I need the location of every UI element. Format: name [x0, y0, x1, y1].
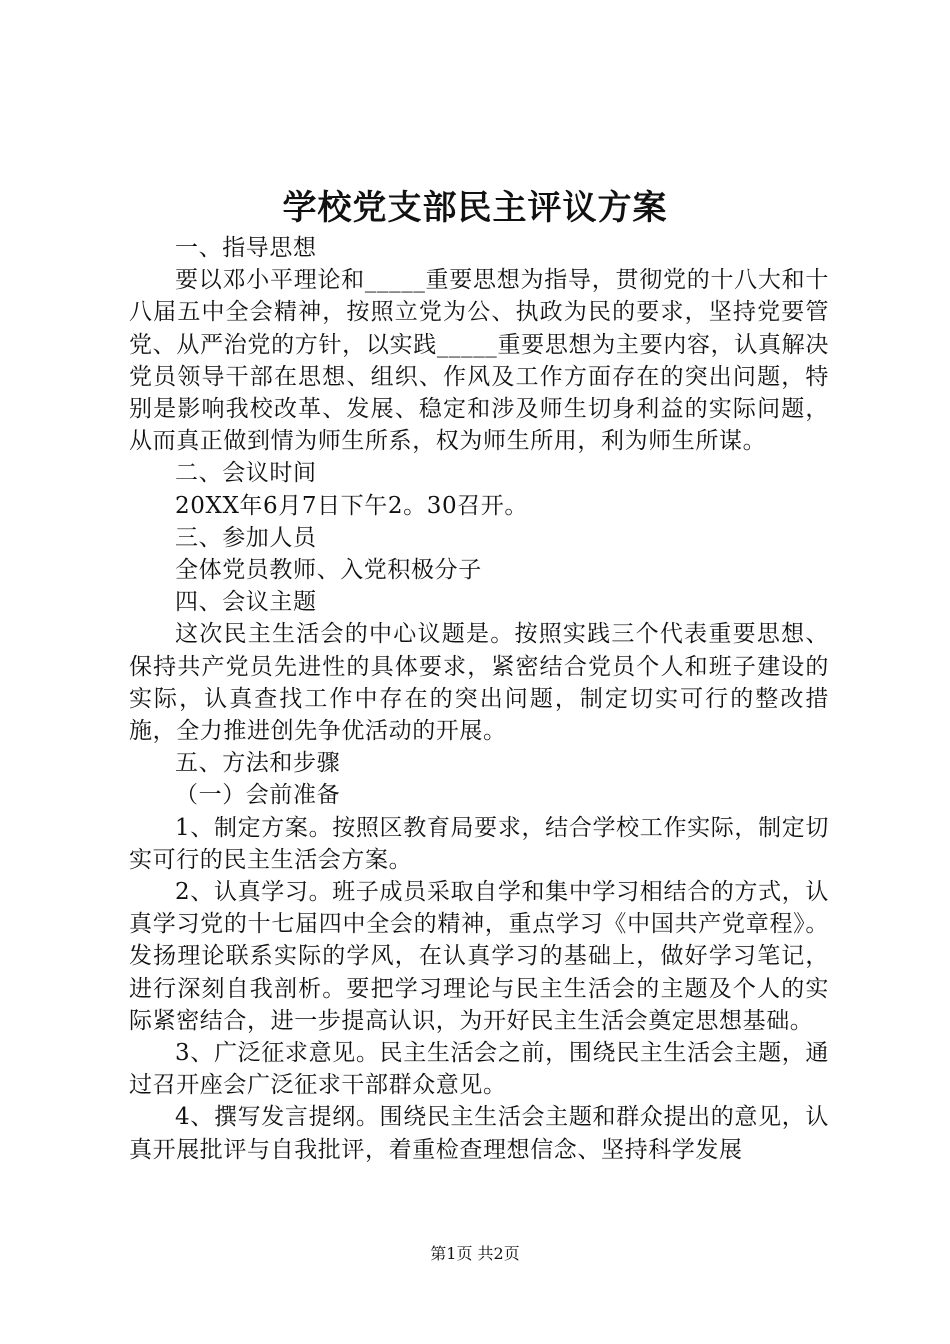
- document-body: [129, 232, 829, 1166]
- page-footer: 第1页 共2页: [430, 1244, 520, 1263]
- document-title: 学校党支部民主评议方案: [282, 188, 668, 228]
- paragraph-meeting-theme: 这次民主生活会的中心议题是。按照实践三个代表重要思想、保持共产党员先进性的具体要求，紧密结合党员个人和班子建设的实际，认真查找工作中存在的突出问题，制定切实可行的整改措施，全力推进创先争优活动的开展。: [129, 621, 829, 745]
- paragraph-step-2: 2、认真学习。班子成员采取自学和集中学习相结合的方式，认真学习党的十七届四中全会的精神，重点学习《中国共产党章程》。发扬理论联系实际的学风，在认真学习的基础上，做好学习笔记，进行深刻自我剖析。要把学习理论与民主生活会的主题及个人的实际紧密结合，进一步提高认识，为开好民主生活会奠定思想基础。: [129, 879, 829, 1034]
- paragraph-step-1: 1、制定方案。按照区教育局要求，结合学校工作实际，制定切实可行的民主生活会方案。: [129, 814, 829, 873]
- section-heading-meeting-theme: 四、会议主题: [175, 589, 317, 616]
- section-heading-guiding-thought: 一、指导思想: [175, 235, 317, 261]
- paragraph-participants: 全体党员教师、入党积极分子: [175, 557, 482, 584]
- paragraph-step-3: 3、广泛征求意见。民主生活会之前，围绕民主生活会主题，通过召开座会广泛征求干部群众意见。: [129, 1040, 829, 1099]
- section-heading-meeting-time: 二、会议时间: [175, 460, 317, 487]
- paragraph-guiding-thought: 要以邓小平理论和_____重要思想为指导，贯彻党的十八大和十八届五中全会精神，按照立党为公、执政为民的要求，坚持党要管党、从严治党的方针，以实践_____重要思想为主要内容，认真解决党员领导干部在思想、组织、作风及工作方面存在的突出问题，特别是影响我校改革、发展、稳定和涉及师生切身利益的实际问题，从而真正做到情为师生所系，权为师生所用，利为师生所谋。: [129, 267, 829, 455]
- paragraph-step-4: 4、撰写发言提纲。围绕民主生活会主题和群众提出的意见，认真开展批评与自我批评，着重检查理想信念、坚持科学发展: [129, 1104, 829, 1163]
- section-heading-methods-steps: 五、方法和步骤: [175, 750, 341, 777]
- section-heading-participants: 三、参加人员: [175, 524, 317, 551]
- paragraph-meeting-time: 20XX年6月7日下午2。30召开。: [175, 492, 528, 519]
- subsection-heading-preparation: （一）会前准备: [175, 782, 341, 809]
